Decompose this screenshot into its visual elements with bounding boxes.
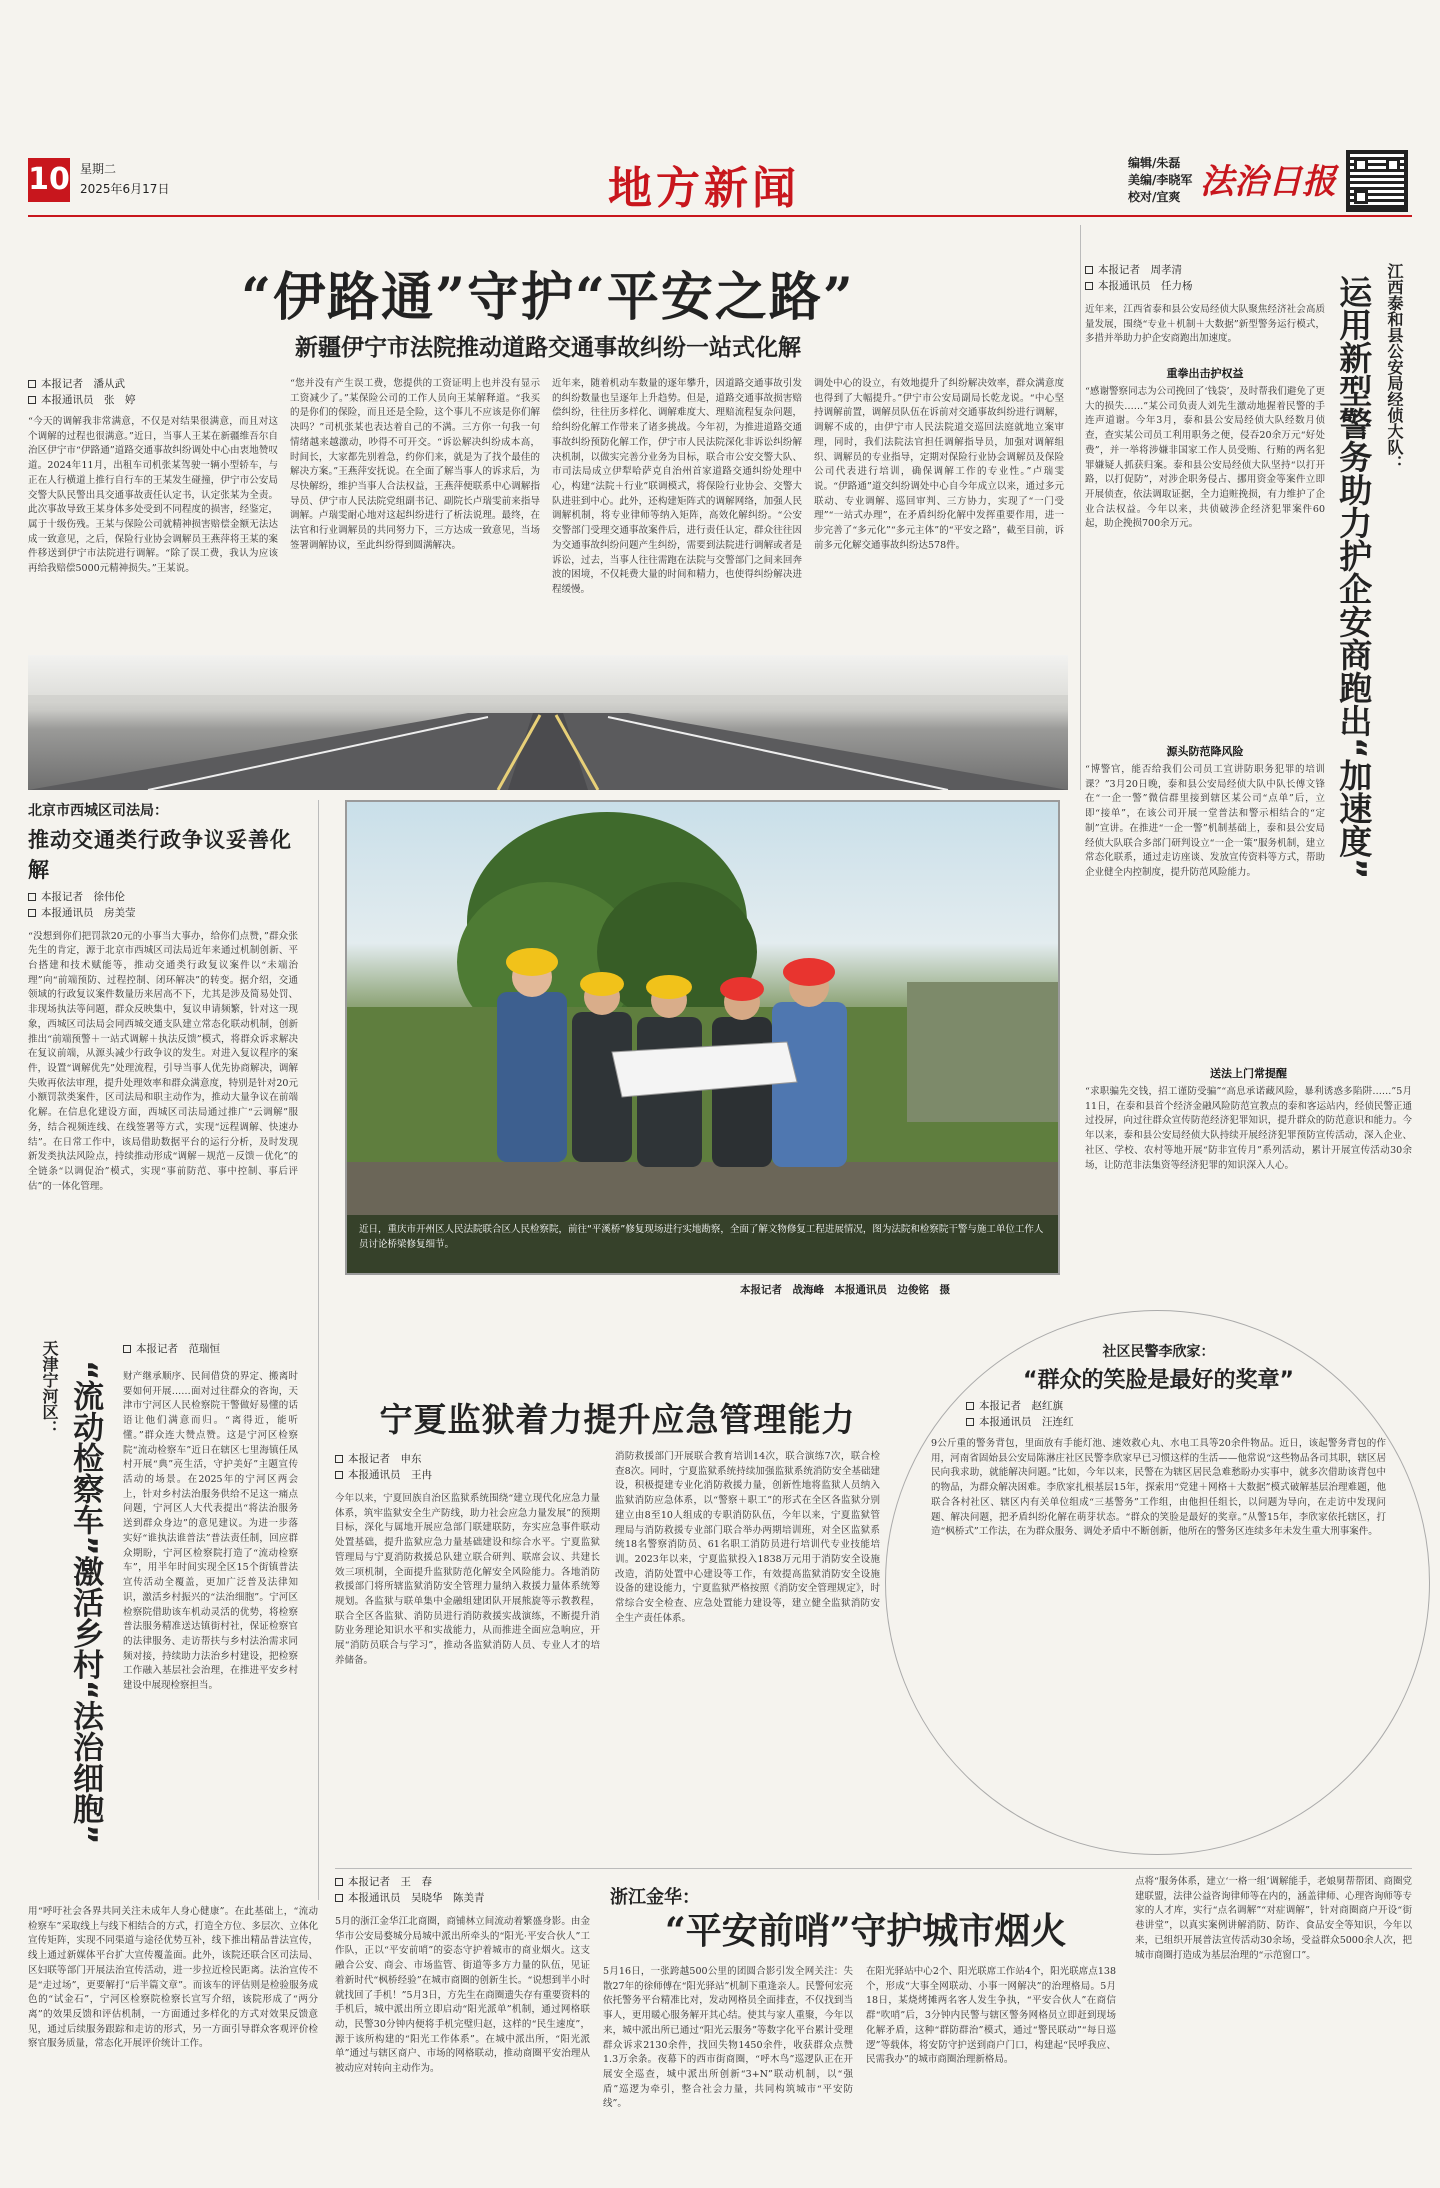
section-subhead: 重拳出击护权益 <box>1166 367 1244 380</box>
reporter: 本报记者 赵红旗 <box>979 1400 1063 1412</box>
article-title: 推动交通类行政争议妥善化解 <box>28 828 292 882</box>
reporter: 本报记者 周孝清 <box>1098 264 1182 276</box>
weekday: 星期二 <box>80 162 117 176</box>
article-column-2: 消防救援部门开展联合教育培训14次，联合演练7次，联合检查8次。同时，宁夏监狱系统持续加强监狱系统消防安全基础建设，积极提建专业化消防救援力量，创新性地将监狱人员纳入监狱消防应急体系，以“警察＋职工”的形式在全区各监狱分别建立由8至10人组成的专职消防队伍，今年以来，宁夏监狱管理局与消防救援专业部门联合举办两期培训班，对全区监狱系统18名警察消防员、61名职工消防员进行培训代专业技能培训。2023年以来，宁夏监狱投入1838万元用于消防安全设施改造，消防处置中心建设等工作，有效提高监狱消防安全设施设备的建设能力，宁夏监狱严格按照《消防安全管理规定》，时常综合安全检查、应急处置能力建设等，建立健全监狱消防安全生产责任体系。 <box>615 1451 880 1624</box>
article-ninghe-continued: 用“呼吁社会各界共同关注未成年人身心健康”。在此基础上，“流动检察车”采取线上与线下相结合的方式，打造全方位、多层次、立体化宣传矩阵，实现不同渠道与途径优势互补，线下推出精品普法宣传，线上通过新媒体平台扩大宣传覆盖面。此外，该院还联合区司法局、区妇联等部门开展法治宣传活动，进一步拉近检民距离。法治宣传不是“走过场”，更要解打“后半篇文章”。而该车的评估则是检验服务成色的“试金石”，宁河区检察院检察长宣写介绍，该院形成了“两分离”的效果反馈和评估机制，一方面通过多样化的方式对效果反馈意见，通过后续服务跟踪和走访的形式，另一方面引导群众客观评价检察官服务质量，常态化开展评价统计工作。 <box>28 1906 318 2050</box>
byline <box>335 1875 485 1907</box>
proofreader-credit: 校对/宜爽 <box>1128 190 1181 204</box>
article-column-1: 今年以来，宁夏回族自治区监狱系统围绕“建立现代化应急力量体系，筑牢监狱安全生产防线，助力社会应急力量发展”的预期目标，深化与属地开展应急部门联建联防，夯实应急事件联动处置基础，提升监狱应急力量基础建设和综合水平。宁夏监狱管理局与宁夏消防救援总队建立联合研判、联席会议、共建长效三项机制，全面提升监狱防范化解安全风险能力。各地消防救援部门将所辖监狱消防安全管理力量纳入救援力量体系统筹规划。各监狱与联单集中金融组建团队开展熊旋等示教教程，联合全区各监狱、消防员进行消防救援实战演练，不断提升消防业务理论知识水平和实战能力，从而推进全面应急响应，开展“消防员联合与学习”，推动各监狱消防人员、专业人才的培养储备。 <box>335 1493 600 1666</box>
article-taihe <box>1085 225 1412 1315</box>
article-body: 财产继承顺序、民间借贷的界定、搬离时要如何开展……面对过往群众的咨询，天津市宁河区人民检察院干警做好易懂的话语让他们满意而归。“离得近，能听懂。”群众连大赞点赞。这是宁河区检察院“流动检察车”近日在辖区七里海镇任凤村开展“典”亮生活，守护美好”主题宣传活动的场景。在2025年的宁河区两会上，针对乡村法治服务供给不足这一痛点问题，宁河区人大代表提出“将法治服务送到群众身边”的意见建议。为进一步落实好“谁执法谁普法”普法责任制，回应群众期盼，宁河区检察院打造了“流动检察车”，用半年时间实现全区15个街镇普法宣传活动全覆盖，更加广泛普及法律知识，激活乡村振兴的“法治细胞”。宁河区检察院借助该车机动灵活的优势，将检察普法服务精准送达镇街村社，保证检察官的法律服务、走访帮扶与乡村法治需求同频对接，持续助力法治乡村建设，把检察工作融入基层社会治理，在推进平安乡村建设中展现检察担当。 <box>123 1371 298 1692</box>
reporter: 本报记者 申东 <box>348 1453 422 1465</box>
article-column-1: “今天的调解我非常满意，不仅是对结果很满意，而且对这个调解的过程也很满意。”近日，当事人王某在新疆维吾尔自治区伊宁市“伊路通”道路交通事故纠纷调处中心由衷地赞叹道。2024年11月，出租车司机张某驾驶一辆小型轿车，与正在人行横道上推行自行车的王某发生碰撞，伊宁市公安局交警大队民警出具交通事故责任认定书，认定张某为全责。此次事故导致王某身体多处受到不同程度的损害，经鉴定，属于十级伤残。王某与保险公司就精神损害赔偿金额无法达成一致意见，之后，保险行业协会调解员王燕萍将王某的案件移送到伊宁市法院进行调解。“除了误工费，我认为应该再给我赔偿5000元精神损失。”王某说。 <box>28 416 278 575</box>
byline <box>966 1399 1074 1431</box>
correspondent: 本报通讯员 汪连红 <box>979 1415 1074 1428</box>
article-body: 9公斤重的警务背包，里面放有手能灯池、速效救心丸、水电工具等20余件物品。近日，该起警务背包的作用，河南省固始县公安局陈淋庄社区民警李欣家早已习惯这样的生活——他常说“这些物品各司其职，辖区居民向我求助，就能解决问题。”比如，今年以来，民警在为辖区居民急难愁盼办实事中，就多次借助该背包中的物品，为群众解决困难。李欣家扎根基层15年，探索用“党建＋网格＋大数据”模式破解基层治理难题，他联合各村社区、辖区内有关单位组成“三基警务”工作组，由他担任组长，以问题为导向，在走访中发现问题、解决问题，把矛盾纠纷化解在萌芽状态。“群众的笑脸是最好的奖章。”从警15年，李欣家依托辖区，打造“枫桥式”工作法，在为群众服务、调处矛盾中不断创新，他所在的警务区连续多年未发生重大刑事案件。 <box>931 1438 1386 1538</box>
article-paragraph-3: “求职骗先交钱，招工谨防受骗”“高息承诺藏风险，暴利诱惑多陷阱……”5月11日，在泰和县首个经济金融风险防范宣教点的泰和客运站内，经侦民警正通过投屏，向过往群众宣传防范经济犯罪知识，提升群众的防范意识和能力。今年以来，泰和县公安局经侦大队持续开展经济犯罪预防宣传活动，深入企业、社区、学校、农村等地开展“防非宣传月”系列活动，累计开展宣传活动30余场，让防范非法集资等经济犯罪的知识深入人心。 <box>1085 1086 1412 1171</box>
correspondent: 本报通讯员 任力杨 <box>1098 279 1193 292</box>
reporter: 本报记者 潘从武 <box>41 378 125 390</box>
photo-caption <box>347 1215 1058 1273</box>
article-subtitle: 新疆伊宁市法院推动道路交通事故纠纷一站式化解 <box>295 335 801 361</box>
masthead-logo: 法治日报 <box>1200 162 1336 202</box>
editor-credit: 编辑/朱磊 <box>1128 156 1181 170</box>
article-column-2: “您并没有产生误工费，您提供的工资证明上也并没有显示工资减少了。”某保险公司的工作人员向王某解释道。“我买的是你们的保险，而且还是全险，这个事儿不应该是你们解决吗？”司机张某也表达着自己的不满。三方你一句我一句情绪越来越激动，吵得不可开交。“诉讼解决纠纷成本高，时间长，大家都先别着急，约你们来，就是为了找个最佳的解决方案。”王燕萍安抚说。在全面了解当事人的诉求后，为尽快解纷，维护当事人合法权益，王燕萍便联系中心调解指导员、伊宁市人民法院党组副书记、副院长卢瑞雯前来指导调解。卢瑞雯耐心地对这起纠纷进行了析法说理。最终，在法官和行业调解员的共同努力下，三方达成一致意见，当场签署调解协议，至此纠纷得到圆满解决。 <box>290 378 540 551</box>
article-column-2: 5月16日，一张跨越500公里的团圆合影引发全网关注：失散27年的徐师傅在“阳光驿站”机制下重逢亲人。民警何宏亮依托警务平台精准比对，发动网格员全面排查，不仅找到当事人，更用暖心服务解开其心结。使其与家人重聚，今年以来，城中派出所已通过“阳光云服务”等数字化平台累计受理群众诉求2130余件，找回失物1450余件，收获群众点赞1.3万余条。夜幕下的西市街商圈，“呼木鸟”巡逻队正在开展安全巡查，城中派出所创新“3+N”联动机制，以“强盾”巡逻为牵引，整合社会力量，共同构筑城市“平安防线”。 <box>603 1966 853 2110</box>
article-ninghe <box>28 1330 298 1900</box>
article-title: “群众的笑脸是最好的奖章” <box>1023 1368 1294 1393</box>
qr-code-icon <box>1346 150 1408 212</box>
correspondent: 本报通讯员 王冉 <box>348 1468 432 1481</box>
caption-text: 近日，重庆市开州区人民法院联合区人民检察院，前往“平溪桥”修复现场进行实地勘察，全面了解文物修复工程进展情况，图为法院和检察院干警与施工单位工作人员讨论桥梁修复细节。 <box>359 1224 1044 1250</box>
page-number-badge: 10 <box>28 158 70 202</box>
article-column-4: 调处中心的设立，有效地提升了纠纷解决效率，群众满意度也得到了大幅提升。”伊宁市公安局副局长乾龙说。“中心坚持调解前置，调解员队伍在诉前对交通事故纠纷进行调解，调解不成的，由伊宁市人民法院道交巡回法庭就地立案审理，同时，我们法院法官担任调解指导员，加强对调解组织、调解员的专业指导，定期对保险行业协会调解员及保险公司代表进行培训，确保调解工作的专业性。”卢瑞雯说。“伊路通”道交纠纷调处中心自今年成立以来，通过多元联动、专业调解、巡回审判、三方协力，实现了“一门受理”“一站式办理”，在矛盾纠纷化解中发挥重要作用，进一步完善了“多元化”“多元主体”的“平安之路”，截至目前，诉前多元化解交通事故纠纷达578件。 <box>814 378 1064 551</box>
article-body: “没想到你们把罚款20元的小事当大事办，给你们点赞，”群众张先生的肯定，源于北京市西城区司法局近年来通过机制创新、平台搭建和技术赋能等，推动交通类行政复议案件以“未端治理”向“前端预防、过程控制、闭环解决”的转变。据介绍，交通领域的行政复议案件数量历来居高不下，尤其是涉及简易处罚、非现场执法等问题，群众反映集中，复议申请频繁，针对这一现象，西城区司法局会同西城交通支队建立常态化联动机制，创新推出“前端预警＋一站式调解＋执法反馈”模式，将群众诉求解决在复议前端，从源头减少行政争议的发生。对进入复议程序的案件，设置“调解优先”处理流程，引导当事人优先协商解决，调解失败再依法审理，提升处理效率和群众满意度，特别是针对20元小额罚款类案件，区司法局和职主动作为，推动大量争议在前端化解。在信息化建设方面，西城区司法局通过推广“云调解”服务，结合视频连线、在线签署等方式，实现“远程调解、快速办结”。在日常工作中，该局借助数据平台的运行分析，及时发现新发类执法风险点，持续推动形成“调解－规范－反馈－优化”的全链条“以调促治”模式，实现“事前防范、事中控制、事后评估”的一体化管理。 <box>28 930 298 1192</box>
byline <box>28 890 298 922</box>
article-ningxia <box>335 1390 900 1870</box>
article-title: “伊路通”守护“平安之路” <box>241 267 855 328</box>
column-divider <box>1080 225 1081 790</box>
section-title: 地方新闻 <box>608 163 800 214</box>
article-intro: 近年来，江西省泰和县公安局经侦大队聚焦经济社会高质量发展，围绕“专业＋机制＋大数据”新型警务运行模式，多措并举助力护企安商跑出加速度。 <box>1085 304 1325 345</box>
road-illustration <box>28 655 1068 790</box>
column-divider <box>318 800 319 1900</box>
article-xicheng <box>28 800 298 1320</box>
correspondent: 本报通讯员 吴晓华 陈美青 <box>348 1891 485 1904</box>
photo-credit: 本报记者 战海峰 本报通讯员 边俊铭 摄 <box>740 1284 950 1296</box>
news-photo <box>345 800 1060 1275</box>
designer-credit: 美编/李晓军 <box>1128 173 1193 187</box>
byline <box>28 377 136 409</box>
article-column-3: 在阳光驿站中心2个、阳光联席工作站4个，阳光联席点138个，形成“大事全网联动、小事一网解决”的治理格局。5月18日，某烧烤摊两名客人发生争执，“平安合伙人”在商信群“吹哨”后，3分钟内民警与辖区警务网格员立即赶到现场化解矛盾，这种“群防群治”模式，通过“警民联动”“每日巡逻”等载体，将安防守护送到商户门口，构建起“民呼我应、民需我办”的城市商圈治理新格局。 <box>866 1966 1116 2066</box>
article-paragraph-1: “感谢警察同志为公司挽回了‘钱袋’，及时帮我们避免了更大的损失……”某公司负责人刘先生激动地握着民警的手连声道谢。今年3月，泰和县公安局经侦大队经数月侦查，查实某公司员工利用职务之便，侵吞20余万元“好处费”，并一举将涉嫌非国家工作人员受贿、行贿的两名犯罪嫌疑人抓获归案。泰和县公安局经侦大队坚持“以打开路，以打促防”，对涉企职务侵占、挪用资金等案件立即开展侦查，依法调取证据，全力追赃挽损，有力维护了企业合法权益。今年以来，共侦破涉企经济犯罪案件60起，助企挽损700余万元。 <box>1085 386 1325 530</box>
article-title: “流动检察车”激活乡村“法治细胞” <box>67 1360 104 1845</box>
article-yilutong <box>28 225 1068 790</box>
reporter: 本报记者 王 春 <box>348 1876 432 1888</box>
date: 2025年6月17日 <box>80 182 170 196</box>
article-column-1: 5月的浙江金华江北商圈，商铺林立间流动着繁盛身影。由金华市公安局婺城分局城中派出所牵头的“阳光·平安合伙人”工作队，正以“平安前哨”的姿态守护着城市的商业烟火。这支融合公安、商会、市场监管、街道等多方力量的队伍，见证着新时代“枫桥经验”在城市商圈的创新生长。“说想到半小时就找回了手机！”5月3日，方先生在商圈遗失存有重要资料的手机后，城中派出所立即启动“阳光派单”机制，通过网格联动，民警30分钟内便将手机完璧归赵，这样的“民生速度”，源于该所构建的“阳光工作体系”。在城中派出所，“阳光派单”通过与辖区商户、市场的网格联动，推动商圈平安治理从被动应对转向主动作为。 <box>335 1916 590 2075</box>
article-title: 运用新型警务助力护企安商跑出“加速度” <box>1334 275 1374 880</box>
article-title: 宁夏监狱着力提升应急管理能力 <box>379 1400 856 1439</box>
reporter: 本报记者 徐伟伦 <box>41 891 125 903</box>
section-subhead: 源头防范降风险 <box>1166 745 1244 758</box>
article-kicker: 社区民警李欣家： <box>1102 1344 1215 1360</box>
article-column-3: 近年来，随着机动车数量的逐年攀升，因道路交通事故引发的纠纷数量也呈逐年上升趋势。但是，道路交通事故损害赔偿纠纷，往往历多样化、调解难度大、理赔流程复杂问题，给纠纷化解工作带来了诸多挑战。今年初，为推进道路交通事故纠纷预防化解工作，伊宁市人民法院深化非诉讼纠纷解决机制，以做实完善分业务为目标，联合市公安交警大队、市司法局成立伊犁哈萨克自治州首家道路交通纠纷处理中心，构建“法院＋行业”联调模式，将保险行业协会、交警大队进驻到中心。此外，还构建矩阵式的调解网络，加强人民调解机制，将专业律师等纳入矩阵，高效化解纠纷。“公安交警部门受理交通事故案件后，进行责任认定，群众往往因为交通事故纠纷问题产生纠纷，需要到法院进行调解或者是诉讼，过去，当事人往往需跑在法院与交警部门之间来回奔波的困境，不仅耗费大量的时间和精力，也使得纠纷解决进程缓慢。 <box>552 378 802 596</box>
article-kicker: 北京市西城区司法局： <box>28 803 168 819</box>
article-kicker: 浙江金华： <box>610 1887 700 1908</box>
article-lixinjia <box>885 1310 1430 1855</box>
correspondent: 本报通讯员 张 婷 <box>41 393 136 406</box>
byline <box>123 1342 220 1358</box>
header-rule <box>28 215 1412 217</box>
byline <box>335 1452 432 1484</box>
correspondent: 本报通讯员 房美莹 <box>41 906 136 919</box>
section-subhead: 送法上门常提醒 <box>1210 1067 1287 1080</box>
byline <box>1085 263 1193 295</box>
article-jinhua <box>335 1875 1412 2180</box>
article-kicker: 天津宁河区： <box>40 1340 59 1436</box>
page-header <box>28 150 1412 214</box>
reporter: 本报记者 范瑞恒 <box>136 1343 220 1355</box>
article-title: “平安前哨”守护城市烟火 <box>665 1910 1067 1952</box>
section-rule <box>335 1868 1412 1869</box>
article-column-4: 点将“服务体系，建立‘一格一组’调解能手，老娘舅帮帮团、商圈党建联盟，法律公益咨询律师等在内的，涵盖律师、心理咨询师等专家的人才库，实行“点名调解”“对症调解”，针对商圈商户开设“街巷讲堂”，以真实案例讲解消防、防诈、食品安全等知识，今年以来，已组织开展普法宣传活动30余场，受益群众5000余人次，把城市商圈打造成为基层治理的“示范窗口”。 <box>1135 1876 1412 1961</box>
article-kicker: 江西泰和县公安局经侦大队： <box>1385 263 1404 471</box>
article-paragraph-2: “博警官，能否给我们公司员工宣讲防职务犯罪的培训课？”3月20日晚，泰和县公安局经侦大队中队长傅文锋在“一企一警”微信群里接到辖区某公司“点单”后，立即“接单”，在该公司开展一堂普法和警示相结合的“定制”宣讲。在推进“一企一警”机制基础上，泰和县公安局经侦大队联合多部门研判设立“一企一策”服务机制，建立常态化联系，通过走访座谈、发放宣传资料等方式，帮助企业健全内控制度，提升防范风险能力。 <box>1085 764 1325 879</box>
